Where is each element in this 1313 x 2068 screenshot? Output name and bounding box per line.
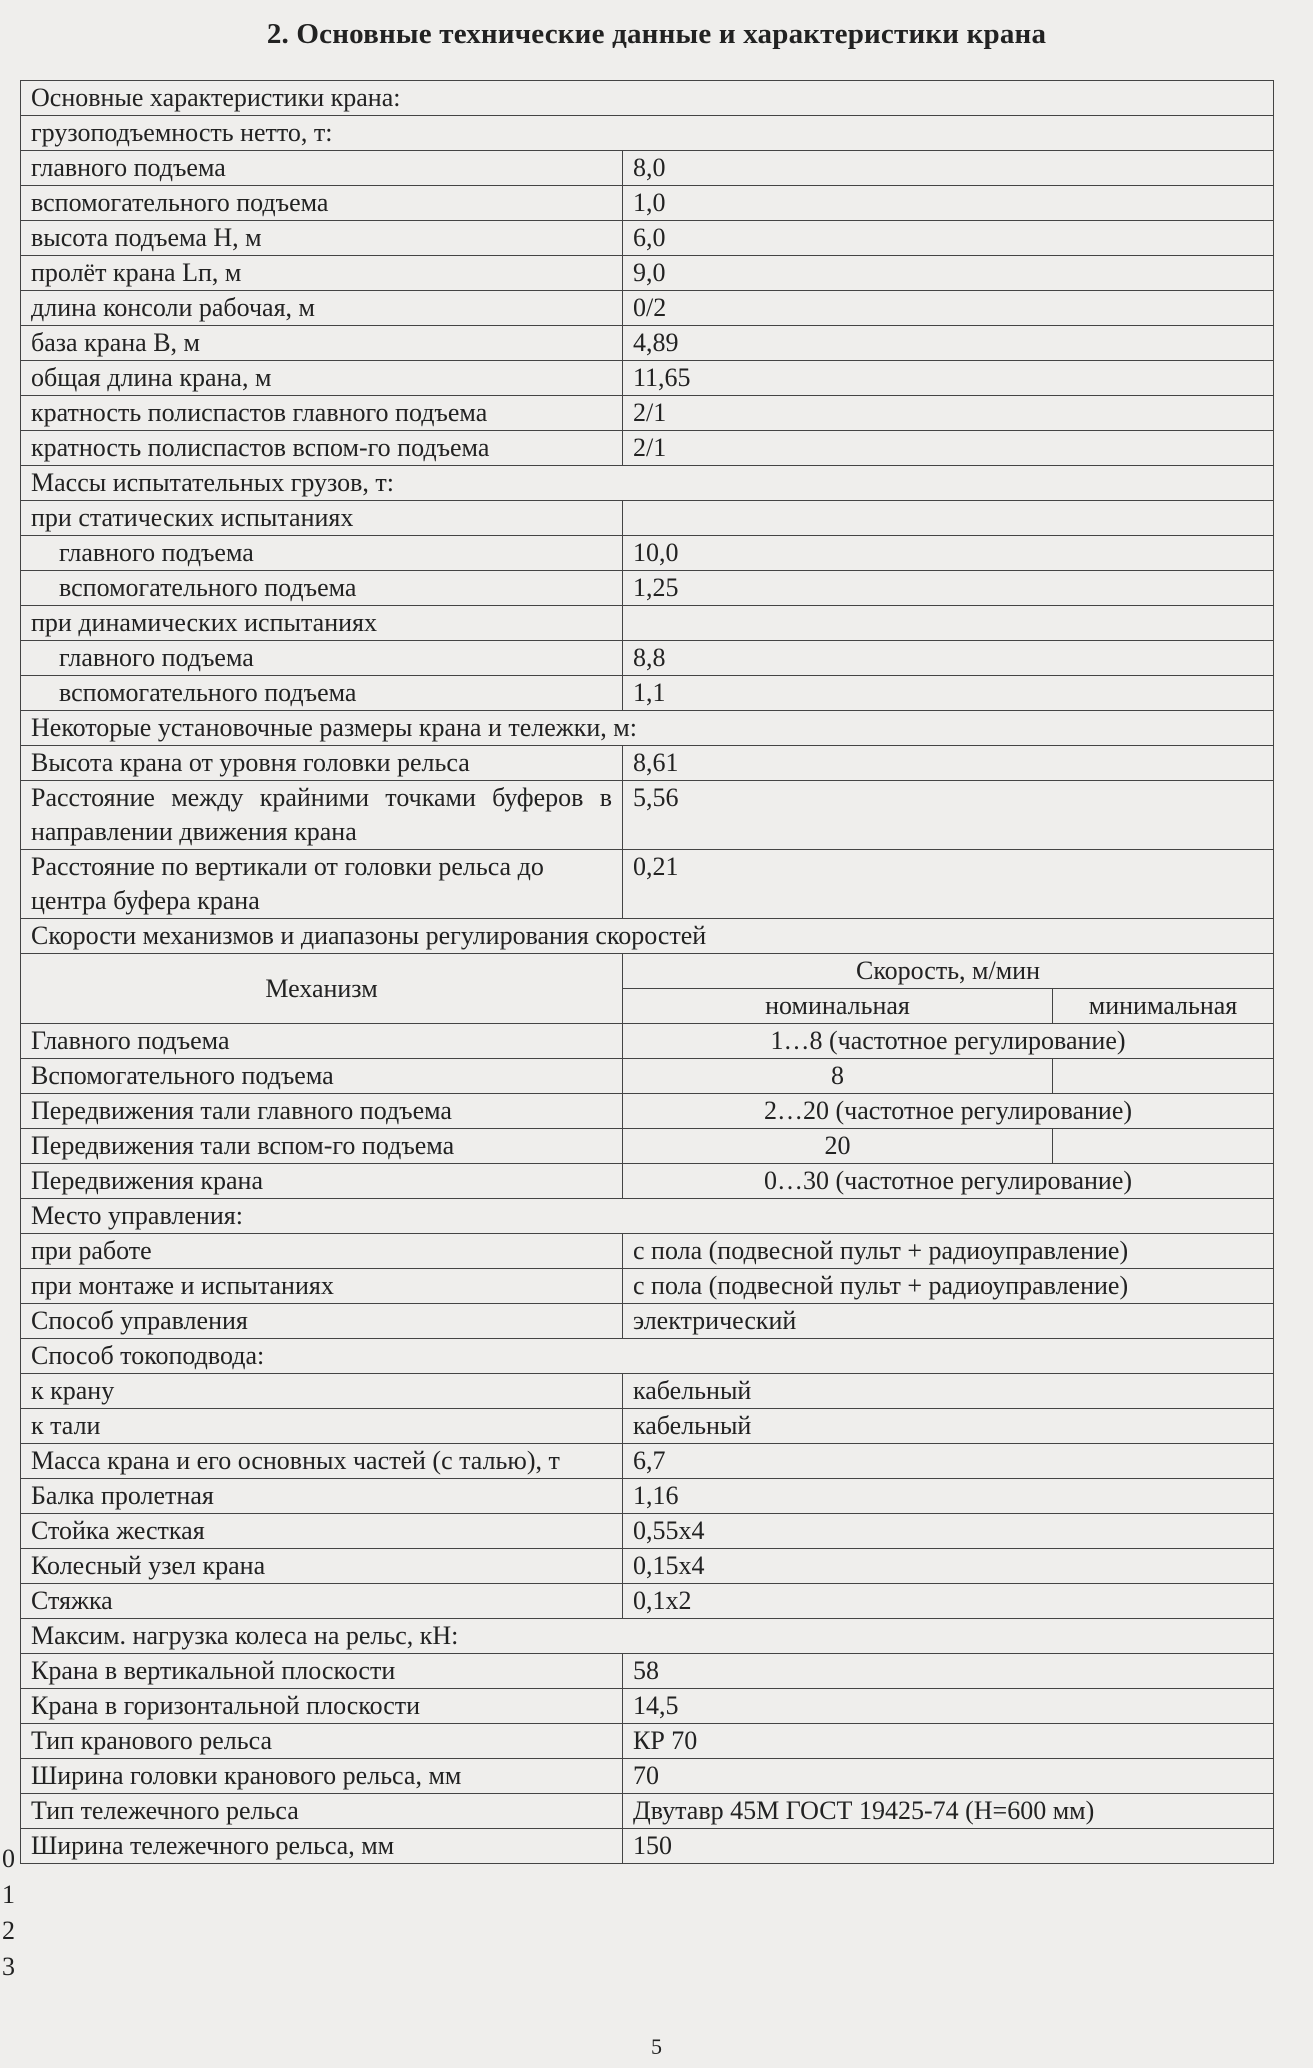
param-value: электрический [623,1304,1274,1339]
table-row [21,1584,1274,1619]
table-row [21,81,1274,116]
row-number: 2 [2,1916,15,1945]
param-value: 0,1х2 [623,1584,1274,1619]
table-row [21,746,1274,781]
table-row [21,151,1274,186]
row-number: 3 [2,1952,15,1981]
param-value: Двутавр 45М ГОСТ 19425-74 (Н=600 мм) [623,1794,1274,1829]
row-number: 0 [2,1844,15,1873]
param-value: 8,61 [623,746,1274,781]
table-row [21,1654,1274,1689]
table-row [21,1199,1274,1234]
param-value: 0,55х4 [623,1514,1274,1549]
table-row [21,1234,1274,1269]
param-value: 8,8 [623,641,1274,676]
param-label: Расстояние между крайними точками буферов в направлении движения крана [21,781,623,850]
param-value: 4,89 [623,326,1274,361]
param-label: к крану [21,1374,623,1409]
table-row [21,396,1274,431]
table-row [21,431,1274,466]
param-value: 8,0 [623,151,1274,186]
table-row [21,1024,1274,1059]
table-row [21,361,1274,396]
param-label: вспомогательного подъема [21,676,623,711]
table-row [21,1794,1274,1829]
param-label: Тип кранового рельса [21,1724,623,1759]
table-row [21,850,1274,919]
section-heading: Массы испытательных грузов, т: [21,466,1274,501]
param-value: 9,0 [623,256,1274,291]
param-label: при динамических испытаниях [21,606,623,641]
param-value: 6,0 [623,221,1274,256]
table-row [21,1549,1274,1584]
param-value: 70 [623,1759,1274,1794]
param-label: главного подъема [21,536,623,571]
page-title: 2. Основные технические данные и характеристики крана [266,18,1047,50]
param-label: длина консоли рабочая, м [21,291,623,326]
param-value: 8 [623,1059,1053,1094]
table-row [21,1829,1274,1864]
param-label: Способ управления [21,1304,623,1339]
param-label: Ширина тележечного рельса, мм [21,1829,623,1864]
section-heading: Место управления: [21,1199,1274,1234]
section-heading: Основные характеристики крана: [21,81,1274,116]
minimal-header: минимальная [1053,989,1274,1024]
param-label: Высота крана от уровня головки рельса [21,746,623,781]
table-row [21,116,1274,151]
table-row [21,1724,1274,1759]
param-label: пролёт крана Lп, м [21,256,623,291]
table-row [21,1479,1274,1514]
param-value: 5,56 [623,781,1274,850]
param-value: 2/1 [623,431,1274,466]
table-row [21,501,1274,536]
table-row [21,1409,1274,1444]
param-value: 1,25 [623,571,1274,606]
table-row [21,1689,1274,1724]
table-row [21,1304,1274,1339]
param-value: кабельный [623,1374,1274,1409]
table-row [21,711,1274,746]
param-label: вспомогательного подъема [21,571,623,606]
table-row [21,256,1274,291]
param-label: Передвижения тали главного подъема [21,1094,623,1129]
section-heading: Максим. нагрузка колеса на рельс, кН: [21,1619,1274,1654]
specs-table [20,80,1274,1864]
param-value: с пола (подвесной пульт + радиоуправление) [623,1234,1274,1269]
param-value: КР 70 [623,1724,1274,1759]
param-value: 2/1 [623,396,1274,431]
table-row [21,781,1274,850]
param-value: 2…20 (частотное регулирование) [623,1094,1274,1129]
section-heading: Способ токоподвода: [21,1339,1274,1374]
param-label: к тали [21,1409,623,1444]
table-row [21,954,1274,989]
param-label: высота подъема Н, м [21,221,623,256]
param-label: Крана в горизонтальной плоскости [21,1689,623,1724]
speed-header: Скорость, м/мин [623,954,1274,989]
param-label: кратность полиспастов главного подъема [21,396,623,431]
param-value: 14,5 [623,1689,1274,1724]
param-label: база крана В, м [21,326,623,361]
param-value: 1,1 [623,676,1274,711]
table-row [21,1444,1274,1479]
table-row [21,1094,1274,1129]
table-row [21,186,1274,221]
param-value: 150 [623,1829,1274,1864]
param-label: Колесный узел крана [21,1549,623,1584]
param-label: при статических испытаниях [21,501,623,536]
table-row [21,1129,1274,1164]
table-row [21,1059,1274,1094]
param-label: Расстояние по вертикали от головки рельса до центра буфера крана [21,850,623,919]
table-row [21,641,1274,676]
param-value: 20 [623,1129,1053,1164]
table-row [21,1164,1274,1199]
param-value: 11,65 [623,361,1274,396]
param-label: кратность полиспастов вспом-го подъема [21,431,623,466]
table-row [21,1269,1274,1304]
table-row [21,291,1274,326]
param-label: Балка пролетная [21,1479,623,1514]
param-value: 0,15х4 [623,1549,1274,1584]
page-number: 5 [651,2034,662,2059]
table-row [21,1374,1274,1409]
param-value: кабельный [623,1409,1274,1444]
table-row [21,326,1274,361]
mechanism-header: Механизм [21,954,623,1024]
param-value [623,501,1274,536]
param-label: главного подъема [21,151,623,186]
param-label: Стойка жесткая [21,1514,623,1549]
row-number: 1 [2,1880,15,1909]
param-label: Главного подъема [21,1024,623,1059]
param-label: Передвижения тали вспом-го подъема [21,1129,623,1164]
table-row [21,676,1274,711]
param-label: вспомогательного подъема [21,186,623,221]
param-value: 10,0 [623,536,1274,571]
param-value: 1,16 [623,1479,1274,1514]
param-value-min [1053,1059,1274,1094]
nominal-header: номинальная [623,989,1053,1024]
param-label: Крана в вертикальной плоскости [21,1654,623,1689]
param-value: 58 [623,1654,1274,1689]
param-label: Передвижения крана [21,1164,623,1199]
param-value: 0/2 [623,291,1274,326]
table-row [21,606,1274,641]
table-row [21,1514,1274,1549]
param-value-min [1053,1129,1274,1164]
param-label: при монтаже и испытаниях [21,1269,623,1304]
section-heading: Некоторые установочные размеры крана и тележки, м: [21,711,1274,746]
param-value: 1,0 [623,186,1274,221]
table-row [21,571,1274,606]
param-label: Вспомогательного подъема [21,1059,623,1094]
table-row [21,466,1274,501]
table-row [21,1619,1274,1654]
table-row [21,1759,1274,1794]
param-label: Ширина головки кранового рельса, мм [21,1759,623,1794]
param-label: Стяжка [21,1584,623,1619]
section-heading: грузоподъемность нетто, т: [21,116,1274,151]
table-row [21,919,1274,954]
param-value: 0,21 [623,850,1274,919]
param-label: при работе [21,1234,623,1269]
param-value: 1…8 (частотное регулирование) [623,1024,1274,1059]
param-label: Тип тележечного рельса [21,1794,623,1829]
table-row [21,1339,1274,1374]
section-heading: Скорости механизмов и диапазоны регулирования скоростей [21,919,1274,954]
param-label: общая длина крана, м [21,361,623,396]
param-value [623,606,1274,641]
param-value: 6,7 [623,1444,1274,1479]
table-row [21,221,1274,256]
param-label: Масса крана и его основных частей (с талью), т [21,1444,623,1479]
table-row [21,536,1274,571]
param-value: 0…30 (частотное регулирование) [623,1164,1274,1199]
param-value: с пола (подвесной пульт + радиоуправление) [623,1269,1274,1304]
param-label: главного подъема [21,641,623,676]
